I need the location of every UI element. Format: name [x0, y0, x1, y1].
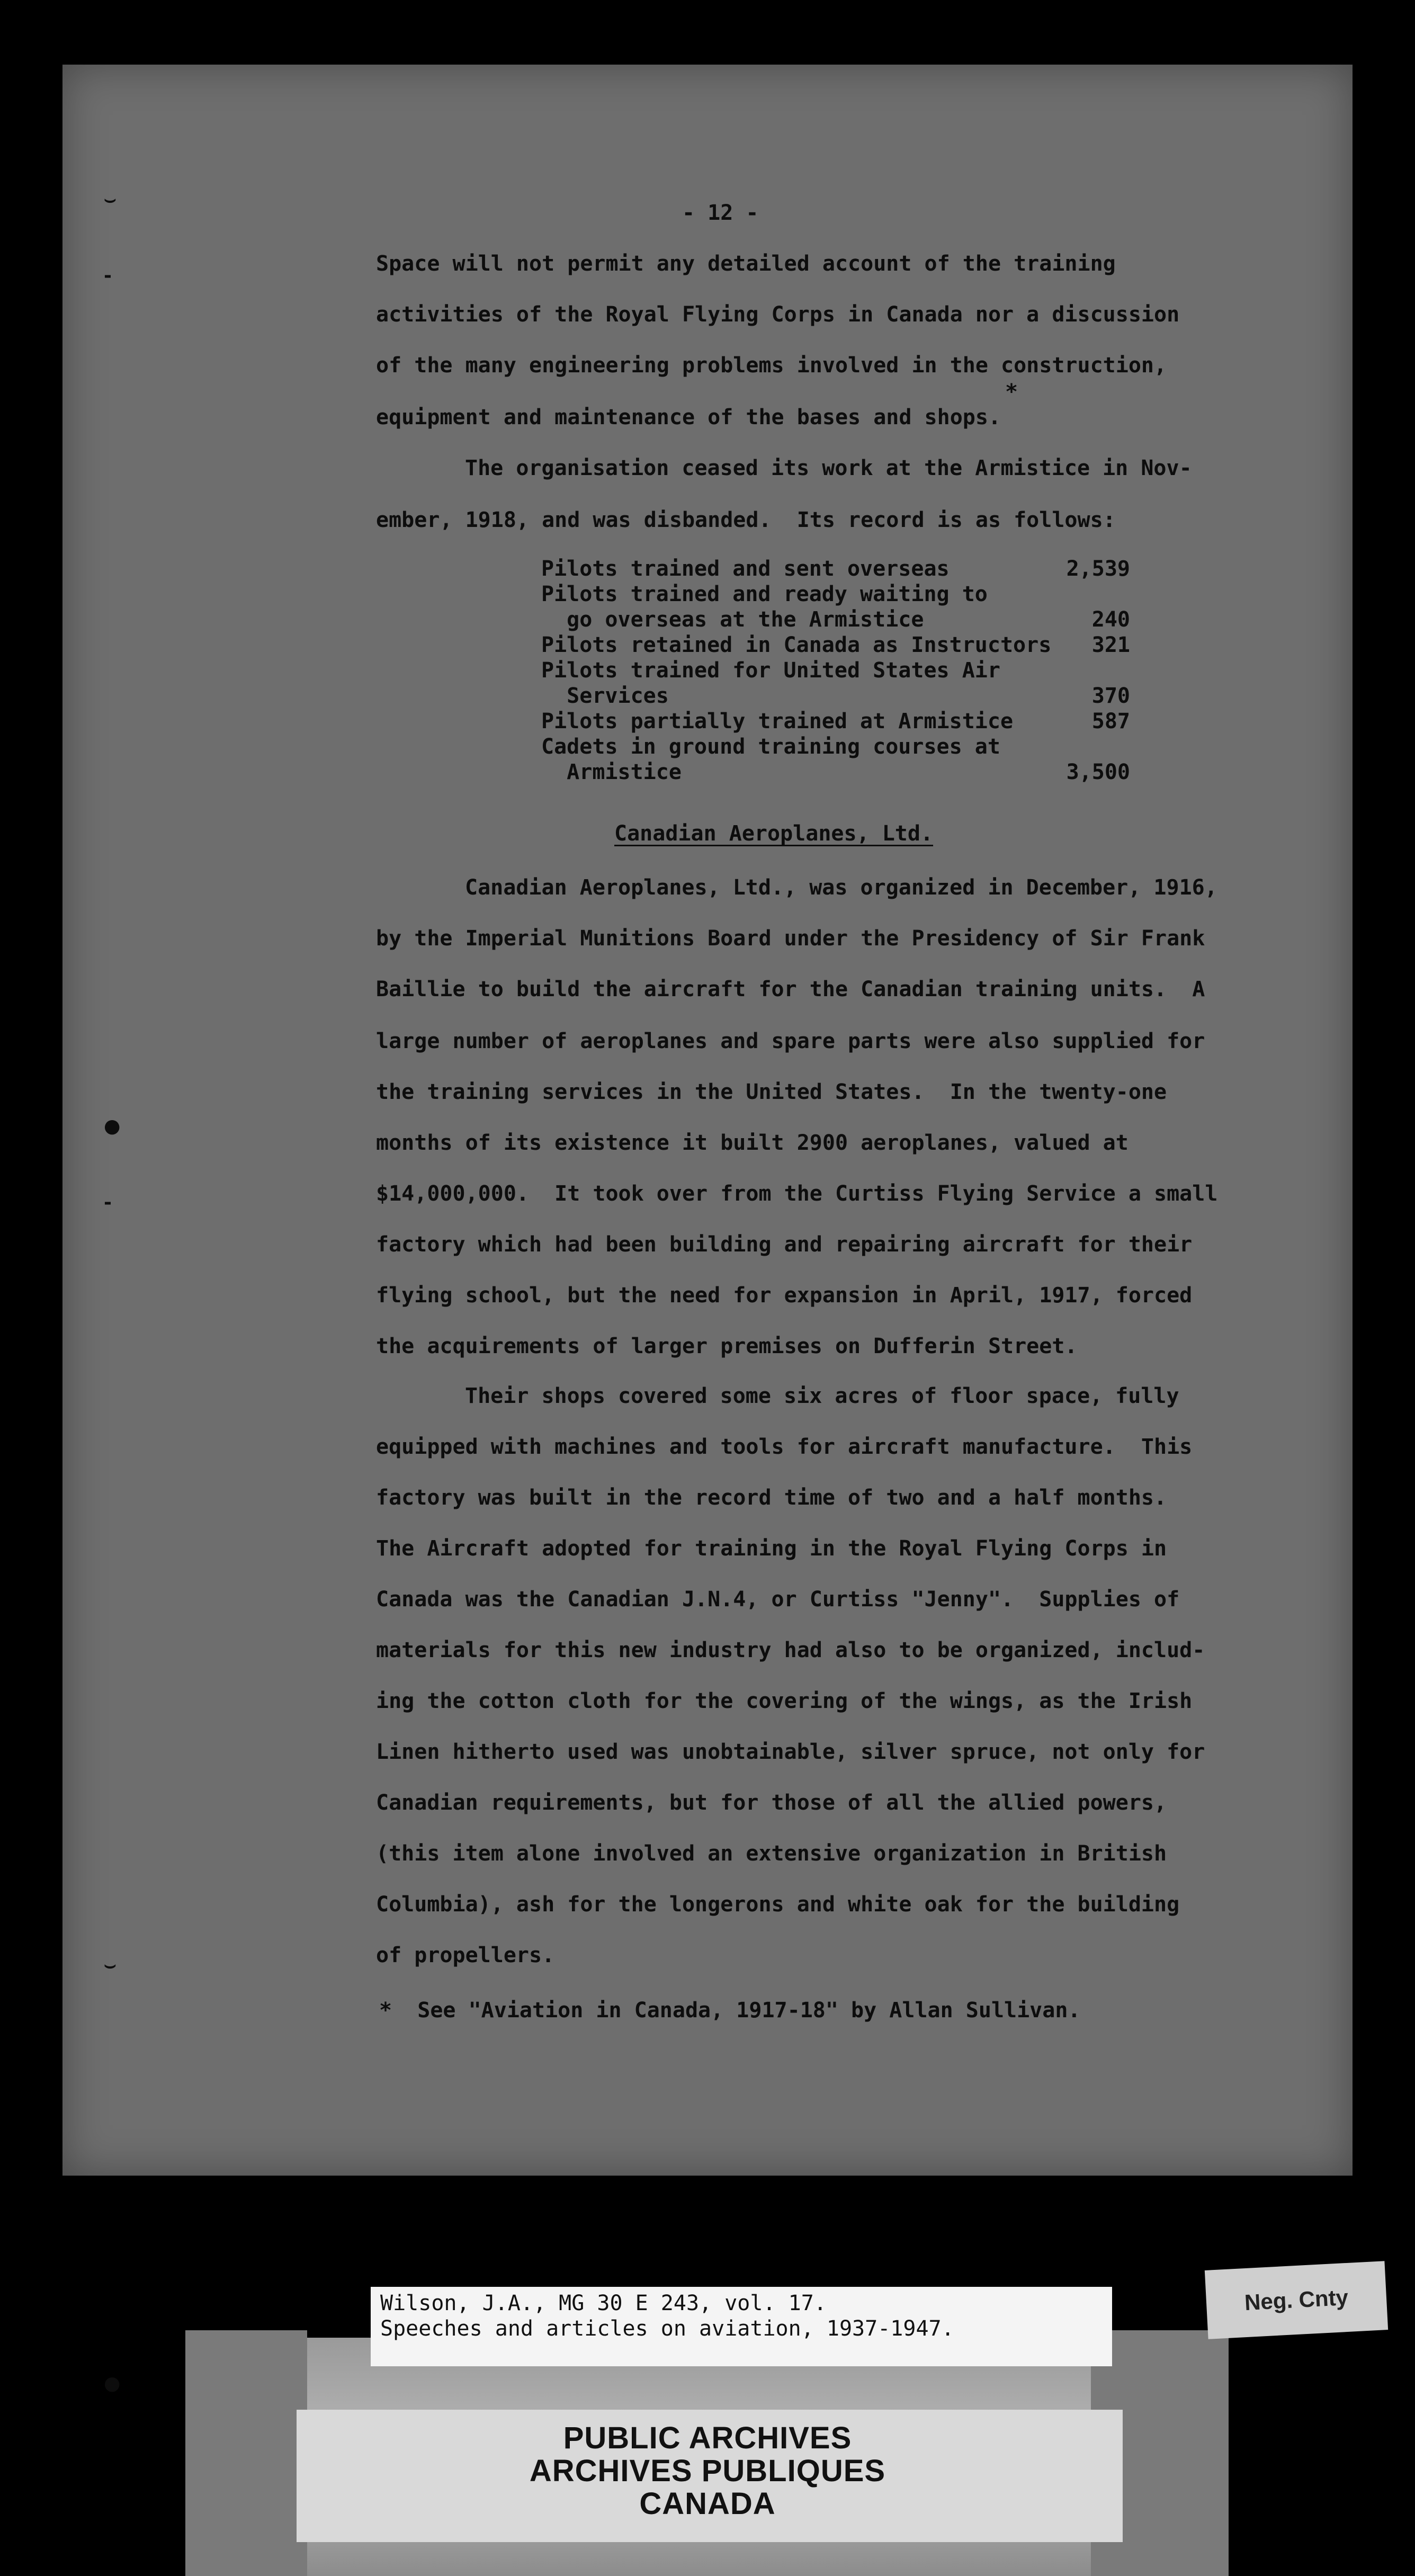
- paragraph-3-line: Baillie to build the aircraft for the Canadian training units. A: [376, 977, 1205, 1001]
- record-table-label: Cadets in ground training courses at: [541, 735, 1000, 759]
- paragraph-4-line: ing the cotton cloth for the covering of the wings, as the Irish: [376, 1689, 1193, 1713]
- paragraph-1-line: equipment and maintenance of the bases and shops.: [376, 405, 1001, 430]
- record-table-label: Pilots partially trained at Armistice: [541, 709, 1014, 734]
- archive-stamp-line: CANADA: [639, 2486, 776, 2521]
- archive-label-line: Speeches and articles on aviation, 1937-1947.: [380, 2316, 954, 2341]
- margin-mark: ⌣: [104, 189, 117, 210]
- archive-label-line: Wilson, J.A., MG 30 E 243, vol. 17.: [380, 2291, 827, 2315]
- margin-mark: -: [104, 265, 112, 287]
- record-table-label: Pilots trained for United States Air: [541, 658, 1000, 683]
- paragraph-4-line: Their shops covered some six acres of floor space, fully: [465, 1384, 1179, 1408]
- record-table-label: Pilots trained and ready waiting to: [541, 582, 988, 606]
- margin-mark: ⌣: [104, 1954, 117, 1976]
- paragraph-4-line: materials for this new industry had also to be organized, includ-: [376, 1638, 1205, 1662]
- paragraph-4-line: Linen hitherto used was unobtainable, silver spruce, not only for: [376, 1740, 1205, 1764]
- paragraph-3-line: by the Imperial Munitions Board under the Presidency of Sir Frank: [376, 926, 1205, 951]
- paragraph-3-line: the acquirements of larger premises on Dufferin Street.: [376, 1334, 1078, 1358]
- footnote: * See "Aviation in Canada, 1917-18" by Allan Sullivan.: [379, 1998, 1081, 2023]
- record-table-label: Pilots retained in Canada as Instructors: [541, 633, 1052, 657]
- margin-mark: ●: [104, 1115, 121, 1137]
- paragraph-1-line: activities of the Royal Flying Corps in Canada nor a discussion: [376, 302, 1180, 327]
- paragraph-4-line: Canadian requirements, but for those of all the allied powers,: [376, 1791, 1167, 1815]
- corner-tag: Neg. Cnty: [1205, 2261, 1388, 2339]
- page-number: - 12 -: [682, 201, 759, 225]
- paragraph-4-line: (this item alone involved an extensive organization in British: [376, 1841, 1167, 1866]
- record-table-value: 2,539: [1066, 557, 1130, 581]
- paragraph-1-line: of the many engineering problems involved in the construction,: [376, 353, 1167, 378]
- record-table-label: go overseas at the Armistice: [541, 607, 924, 632]
- footnote-marker: *: [1005, 380, 1018, 404]
- paragraph-4-line: Canada was the Canadian J.N.4, or Curtiss "Jenny". Supplies of: [376, 1587, 1180, 1612]
- archive-stamp-line: PUBLIC ARCHIVES: [563, 2421, 852, 2455]
- record-table-label: Services: [541, 684, 669, 708]
- margin-mark: ●: [104, 2373, 121, 2394]
- paragraph-3-line: flying school, but the need for expansion in April, 1917, forced: [376, 1283, 1193, 1308]
- paragraph-4-line: of propellers.: [376, 1943, 555, 1967]
- paragraph-4-line: Columbia), ash for the longerons and white oak for the building: [376, 1892, 1180, 1917]
- paragraph-2-line: ember, 1918, and was disbanded. Its record is as follows:: [376, 508, 1116, 532]
- paragraph-4-line: equipped with machines and tools for aircraft manufacture. This: [376, 1435, 1193, 1459]
- paragraph-1-line: Space will not permit any detailed account of the training: [376, 252, 1116, 276]
- paragraph-3-line: Canadian Aeroplanes, Ltd., was organized in December, 1916,: [465, 875, 1217, 900]
- record-table-label: Pilots trained and sent overseas: [541, 557, 950, 581]
- margin-mark: -: [104, 1192, 112, 1213]
- record-table-value: 240: [1091, 607, 1130, 632]
- paragraph-3-line: large number of aeroplanes and spare parts were also supplied for: [376, 1029, 1205, 1053]
- paragraph-4-line: The Aircraft adopted for training in the Royal Flying Corps in: [376, 1536, 1167, 1561]
- paragraph-4-line: factory was built in the record time of two and a half months.: [376, 1486, 1167, 1510]
- paragraph-3-line: factory which had been building and repairing aircraft for their: [376, 1232, 1193, 1257]
- record-table-value: 587: [1091, 709, 1130, 734]
- paragraph-2-line: The organisation ceased its work at the Armistice in Nov-: [465, 456, 1192, 480]
- record-table-value: 3,500: [1066, 760, 1130, 784]
- record-table-value: 370: [1091, 684, 1130, 708]
- paragraph-3-line: $14,000,000. It took over from the Curtiss Flying Service a small: [376, 1182, 1218, 1206]
- paragraph-3-line: months of its existence it built 2900 aeroplanes, valued at: [376, 1131, 1129, 1155]
- section-heading: Canadian Aeroplanes, Ltd.: [614, 821, 934, 846]
- paragraph-3-line: the training services in the United States. In the twenty-one: [376, 1080, 1167, 1104]
- record-table-label: Armistice: [541, 760, 682, 784]
- archive-stamp-line: ARCHIVES PUBLIQUES: [529, 2454, 886, 2488]
- record-table-value: 321: [1091, 633, 1130, 657]
